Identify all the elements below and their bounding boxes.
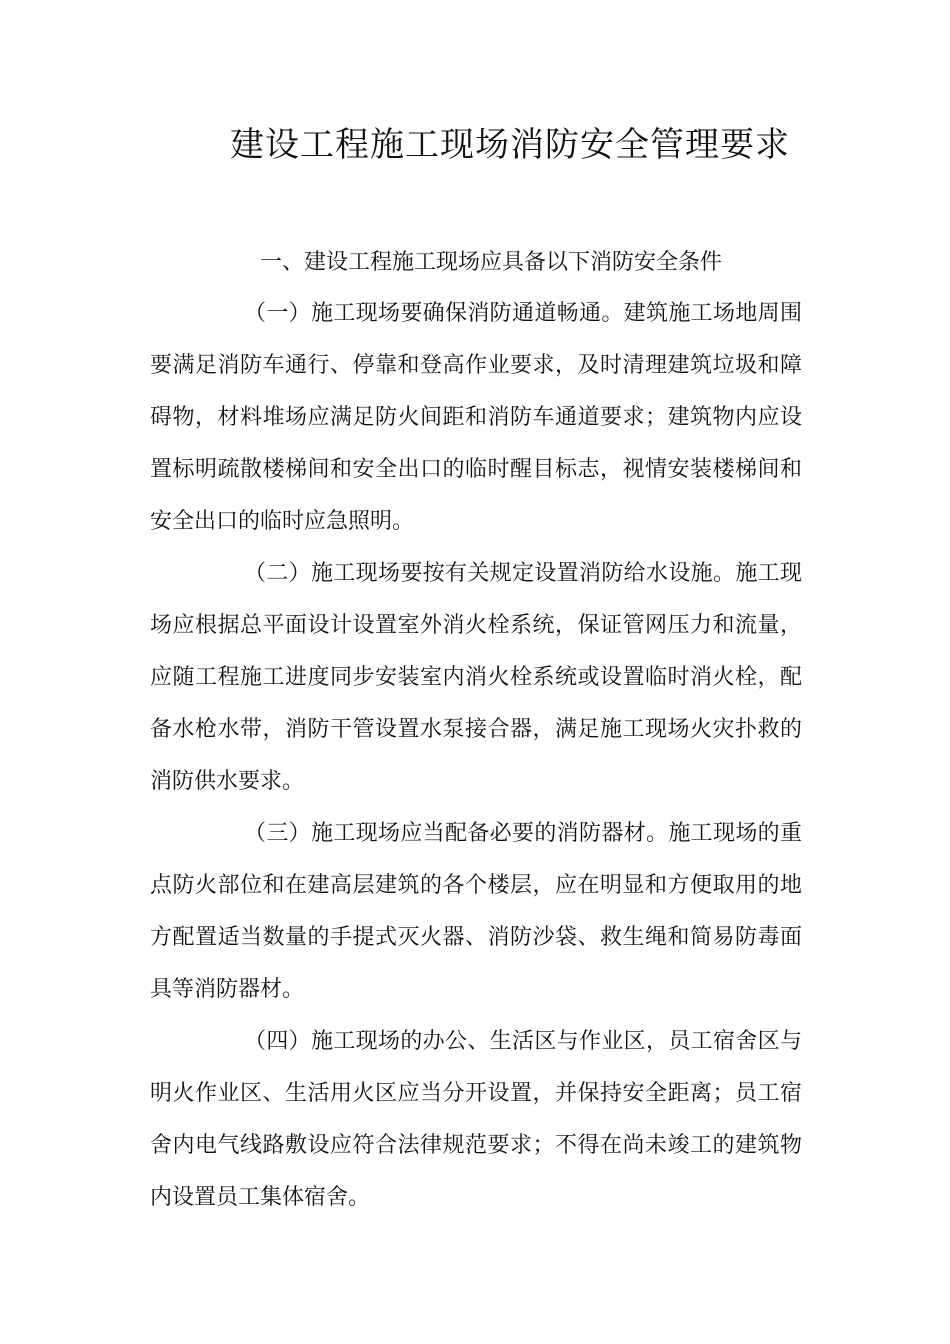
paragraph-2: （二）施工现场要按有关规定设置消防给水设施。施工现场应根据总平面设计设置室外消火栓系统，保证管网压力和流量，应随工程施工进度同步安装室内消火栓系统或设置临时消火栓，配备水枪水带，消防干管设置水泵接合器，满足施工现场火灾扑救的消防供水要求。 bbox=[150, 561, 802, 794]
paragraph-3: （三）施工现场应当配备必要的消防器材。施工现场的重点防火部位和在建高层建筑的各个楼层，应在明显和方便取用的地方配置适当数量的手提式灭火器、消防沙袋、救生绳和简易防毒面具等消防器材。 bbox=[150, 821, 802, 1002]
document-title: 建设工程施工现场消防安全管理要求 bbox=[230, 125, 790, 165]
paragraph-1: （一）施工现场要确保消防通道畅通。建筑施工场地周围要满足消防车通行、停靠和登高作业要求，及时清理建筑垃圾和障碍物，材料堆场应满足防火间距和消防车通道要求；建筑物内应设置标明疏散楼梯间和安全出口的临时醒目标志，视情安装楼梯间和安全出口的临时应急照明。 bbox=[150, 301, 802, 534]
section-heading: 一、建设工程施工现场应具备以下消防安全条件 bbox=[260, 250, 723, 275]
paragraph-4: （四）施工现场的办公、生活区与作业区，员工宿舍区与明火作业区、生活用火区应当分开设置，并保持安全距离；员工宿舍内电气线路敷设应符合法律规范要求；不得在尚未竣工的建筑物内设置员工集体宿舍。 bbox=[150, 1029, 802, 1210]
